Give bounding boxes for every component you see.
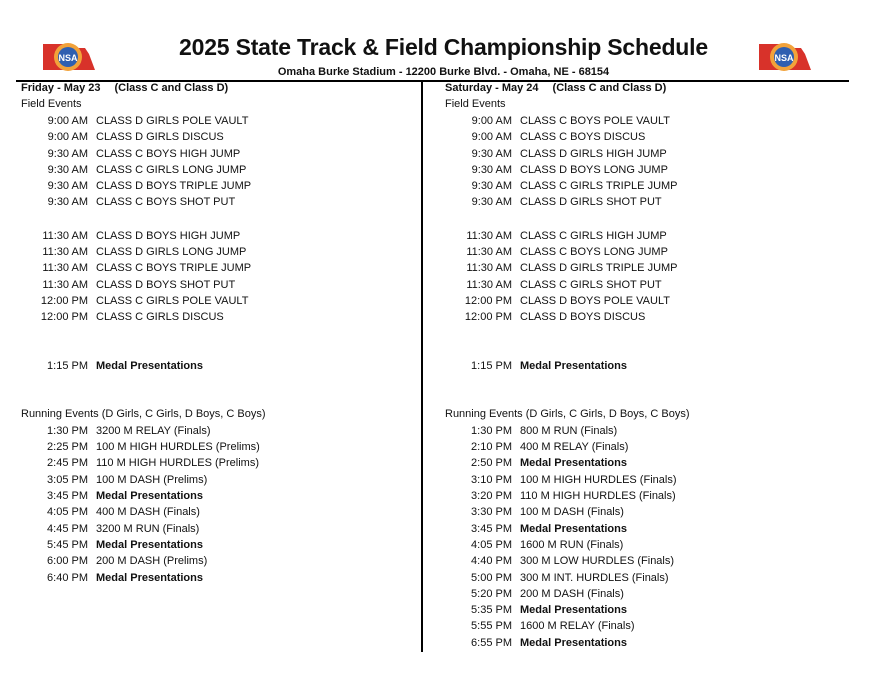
- event-name: 800 M RUN (Finals): [520, 424, 618, 437]
- event-name: CLASS D BOYS LONG JUMP: [520, 163, 668, 176]
- field-events-group-2: [445, 228, 845, 326]
- schedule-row: [445, 244, 845, 260]
- event-name: CLASS D GIRLS DISCUS: [96, 131, 224, 144]
- event-time: 2:50 PM: [471, 457, 512, 470]
- event-name: CLASS D BOYS SHOT PUT: [96, 278, 236, 291]
- event-time: 4:05 PM: [471, 538, 512, 551]
- event-time: 6:55 PM: [471, 636, 512, 649]
- event-name: 100 M HIGH HURDLES (Prelims): [96, 441, 260, 454]
- running-events-list: [445, 423, 845, 651]
- event-time: 3:20 PM: [471, 490, 512, 503]
- column-divider: [421, 80, 423, 652]
- event-time: 2:25 PM: [47, 441, 88, 454]
- event-time: 12:00 PM: [464, 294, 512, 307]
- event-name: CLASS D GIRLS LONG JUMP: [96, 246, 247, 259]
- schedule-row: [445, 309, 845, 325]
- event-time: 12:00 PM: [40, 311, 88, 324]
- event-time: 5:55 PM: [471, 620, 512, 633]
- svg-text:NSA: NSA: [58, 53, 78, 63]
- event-name: 100 M DASH (Prelims): [96, 473, 208, 486]
- schedule-row: [445, 455, 845, 471]
- schedule-row: [445, 129, 845, 145]
- event-time: 9:00 AM: [471, 115, 512, 127]
- medal-row: [21, 358, 421, 374]
- class-label: (Class C and Class D): [552, 82, 667, 94]
- event-time: 6:40 PM: [47, 571, 88, 584]
- schedule-row: [445, 553, 845, 569]
- schedule-row: [445, 228, 845, 244]
- event-time: 12:00 PM: [40, 294, 88, 307]
- event-name: CLASS C GIRLS LONG JUMP: [96, 163, 247, 176]
- event-name: 110 M HIGH HURDLES (Finals): [520, 490, 676, 503]
- schedule-row: [445, 586, 845, 602]
- event-time: 1:15 PM: [471, 359, 512, 372]
- page-title: 2025 State Track & Field Championship Schedule: [179, 34, 708, 60]
- event-name: 200 M DASH (Finals): [520, 587, 624, 600]
- event-name: CLASS C BOYS LONG JUMP: [520, 246, 668, 259]
- event-time: 9:00 AM: [47, 115, 88, 127]
- event-time: 4:45 PM: [47, 522, 88, 535]
- running-events-list: [21, 423, 421, 586]
- schedule-row: [445, 504, 845, 520]
- schedule-row: [21, 423, 421, 439]
- event-time: 4:05 PM: [47, 506, 88, 519]
- schedule-row: [21, 521, 421, 537]
- schedule-row: [21, 455, 421, 471]
- schedule-row: [21, 570, 421, 586]
- event-time: 9:30 AM: [47, 163, 88, 176]
- event-time: 11:30 AM: [42, 229, 88, 242]
- event-name: Medal Presentations: [96, 359, 203, 372]
- schedule-row: [21, 162, 421, 178]
- event-time: 4:40 PM: [471, 555, 512, 568]
- event-time: 9:30 AM: [47, 147, 88, 160]
- event-name: CLASS D BOYS TRIPLE JUMP: [96, 180, 252, 193]
- saturday-column: [445, 81, 845, 651]
- venue-subtitle: Omaha Burke Stadium - 12200 Burke Blvd. - Omaha, NE - 68154: [277, 66, 610, 78]
- event-name: CLASS D GIRLS POLE VAULT: [96, 115, 249, 127]
- event-time: 5:35 PM: [471, 604, 512, 617]
- event-time: 5:00 PM: [471, 571, 512, 584]
- event-time: 11:30 AM: [466, 262, 512, 275]
- event-time: 11:30 AM: [42, 262, 88, 275]
- schedule-row: [21, 488, 421, 504]
- event-time: 3:10 PM: [471, 473, 512, 486]
- event-name: Medal Presentations: [520, 359, 627, 372]
- event-name: CLASS C GIRLS SHOT PUT: [520, 278, 662, 291]
- schedule-row: [445, 194, 845, 210]
- schedule-row: [445, 618, 845, 634]
- schedule-row: [21, 194, 421, 210]
- day-label: Friday - May 23: [21, 82, 101, 94]
- event-name: 100 M DASH (Finals): [520, 506, 624, 519]
- event-name: Medal Presentations: [520, 636, 627, 649]
- event-time: 11:30 AM: [42, 246, 88, 259]
- event-name: 200 M DASH (Prelims): [96, 555, 208, 568]
- event-time: 1:15 PM: [47, 359, 88, 372]
- schedule-row: [445, 537, 845, 553]
- schedule-row: [21, 504, 421, 520]
- event-name: 400 M DASH (Finals): [96, 506, 200, 519]
- event-time: 1:30 PM: [47, 424, 88, 437]
- event-name: 300 M INT. HURDLES (Finals): [520, 571, 669, 584]
- event-time: 3:45 PM: [47, 490, 88, 503]
- event-name: CLASS C BOYS SHOT PUT: [96, 196, 236, 209]
- medal-row: [445, 358, 845, 374]
- schedule-row: [445, 260, 845, 276]
- event-time: 11:30 AM: [466, 278, 512, 291]
- class-label: (Class C and Class D): [114, 82, 229, 94]
- schedule-row: [445, 602, 845, 618]
- event-name: Medal Presentations: [520, 522, 627, 535]
- event-name: CLASS D GIRLS SHOT PUT: [520, 196, 662, 209]
- event-name: CLASS D GIRLS HIGH JUMP: [520, 147, 667, 160]
- event-name: CLASS C BOYS HIGH JUMP: [96, 147, 241, 160]
- event-name: CLASS D BOYS HIGH JUMP: [96, 229, 241, 242]
- event-time: 3:45 PM: [471, 522, 512, 535]
- event-name: CLASS D GIRLS TRIPLE JUMP: [520, 262, 678, 275]
- schedule-row: [21, 228, 421, 244]
- field-events-group-2: [21, 228, 421, 326]
- schedule-row: [445, 162, 845, 178]
- schedule-row: [445, 146, 845, 162]
- event-time: 11:30 AM: [466, 229, 512, 242]
- event-name: Medal Presentations: [96, 490, 203, 503]
- running-events-label: Running Events (D Girls, C Girls, D Boys, C Boys): [21, 407, 266, 420]
- schedule-row: [21, 439, 421, 455]
- event-time: 9:30 AM: [471, 147, 512, 160]
- schedule-row: [21, 309, 421, 325]
- event-time: 9:30 AM: [471, 163, 512, 176]
- event-time: 5:45 PM: [47, 538, 88, 551]
- event-name: CLASS C GIRLS POLE VAULT: [96, 294, 249, 307]
- event-name: CLASS C BOYS POLE VAULT: [520, 115, 670, 127]
- event-name: Medal Presentations: [96, 538, 203, 551]
- field-events-group-1: [21, 113, 421, 211]
- schedule-row: [21, 293, 421, 309]
- schedule-row: [21, 277, 421, 293]
- schedule-row: [21, 472, 421, 488]
- schedule-row: [445, 570, 845, 586]
- saturday-heading: [445, 81, 845, 96]
- event-name: 100 M HIGH HURDLES (Finals): [520, 473, 677, 486]
- schedule-row: [445, 521, 845, 537]
- event-time: 9:00 AM: [47, 131, 88, 144]
- schedule-row: [21, 260, 421, 276]
- svg-text:NSA: NSA: [774, 53, 794, 63]
- event-name: 400 M RELAY (Finals): [520, 441, 629, 454]
- event-name: CLASS C GIRLS DISCUS: [96, 311, 224, 324]
- schedule-row: [21, 537, 421, 553]
- schedule-row: [21, 553, 421, 569]
- schedule-row: [21, 129, 421, 145]
- event-name: 300 M LOW HURDLES (Finals): [520, 555, 675, 568]
- event-name: CLASS D BOYS DISCUS: [520, 311, 646, 324]
- event-time: 2:10 PM: [471, 441, 512, 454]
- event-name: 110 M HIGH HURDLES (Prelims): [96, 457, 259, 470]
- event-name: Medal Presentations: [96, 571, 203, 584]
- event-time: 12:00 PM: [464, 311, 512, 324]
- event-time: 3:05 PM: [47, 473, 88, 486]
- running-events-label: Running Events (D Girls, C Girls, D Boys, C Boys): [445, 407, 690, 420]
- event-time: 6:00 PM: [47, 555, 88, 568]
- event-name: CLASS D BOYS POLE VAULT: [520, 294, 670, 307]
- event-time: 11:30 AM: [42, 278, 88, 291]
- field-events-label: Field Events: [445, 98, 506, 110]
- schedule-row: [21, 244, 421, 260]
- event-name: 3200 M RUN (Finals): [96, 522, 200, 535]
- schedule-row: [21, 146, 421, 162]
- event-time: 9:30 AM: [47, 196, 88, 209]
- event-name: 1600 M RUN (Finals): [520, 538, 624, 551]
- event-name: CLASS C GIRLS HIGH JUMP: [520, 229, 667, 242]
- schedule-row: [445, 293, 845, 309]
- event-name: Medal Presentations: [520, 604, 627, 617]
- event-name: Medal Presentations: [520, 457, 627, 470]
- schedule-row: [21, 113, 421, 129]
- schedule-row: [445, 488, 845, 504]
- schedule-row: [445, 113, 845, 129]
- event-time: 2:45 PM: [47, 457, 88, 470]
- schedule-row: [445, 423, 845, 439]
- event-name: 1600 M RELAY (Finals): [520, 620, 635, 633]
- event-name: CLASS C GIRLS TRIPLE JUMP: [520, 180, 678, 193]
- schedule-row: [445, 635, 845, 651]
- event-name: 3200 M RELAY (Finals): [96, 424, 211, 437]
- field-events-group-1: [445, 113, 845, 211]
- day-label: Saturday - May 24: [445, 82, 539, 94]
- schedule-row: [445, 178, 845, 194]
- event-name: CLASS C BOYS DISCUS: [520, 131, 646, 144]
- event-time: 11:30 AM: [466, 246, 512, 259]
- field-events-label: Field Events: [21, 98, 82, 110]
- event-name: CLASS C BOYS TRIPLE JUMP: [96, 262, 252, 275]
- schedule-row: [445, 472, 845, 488]
- schedule-row: [21, 178, 421, 194]
- event-time: 9:30 AM: [47, 180, 88, 193]
- schedule-row: [445, 439, 845, 455]
- friday-column: [21, 81, 421, 586]
- event-time: 9:30 AM: [471, 196, 512, 209]
- friday-heading: [21, 81, 421, 96]
- event-time: 9:30 AM: [471, 180, 512, 193]
- schedule-row: [445, 277, 845, 293]
- event-time: 9:00 AM: [471, 131, 512, 144]
- event-time: 5:20 PM: [471, 587, 512, 600]
- event-time: 1:30 PM: [471, 424, 512, 437]
- event-time: 3:30 PM: [471, 506, 512, 519]
